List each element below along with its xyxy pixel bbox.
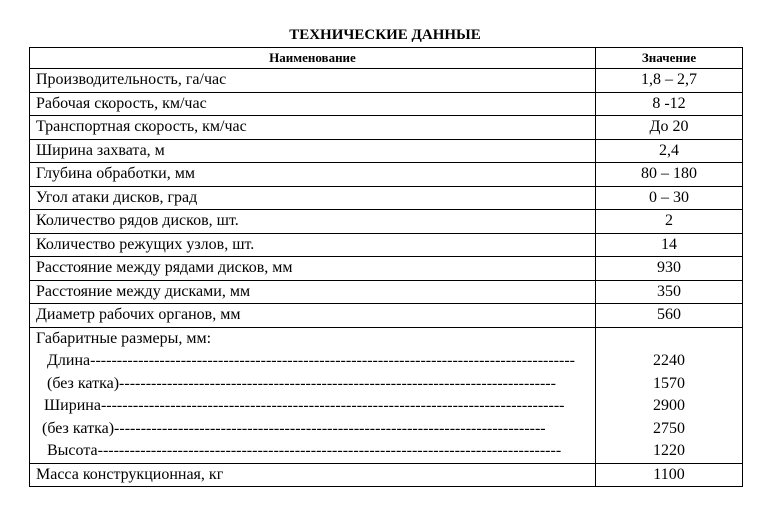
dimension-height	[36, 440, 595, 463]
specifications-table	[29, 47, 743, 487]
dimension-label: (без катка)	[47, 374, 120, 392]
row-value: 2	[596, 210, 743, 234]
dimension-length	[36, 350, 595, 373]
table-row	[30, 92, 743, 116]
table-row	[30, 280, 743, 304]
row-name: Количество режущих узлов, шт.	[30, 233, 596, 257]
table-row	[30, 116, 743, 140]
table-row	[30, 163, 743, 187]
document-title: ТЕХНИЧЕСКИЕ ДАННЫЕ	[289, 27, 481, 43]
row-value: 80 – 180	[596, 163, 743, 187]
row-name: Расстояние между рядами дисков, мм	[30, 257, 596, 281]
dimensions-cell	[30, 327, 596, 463]
dimension-width	[36, 395, 595, 418]
dimension-leader: ---------------------------------------------------------------------------------------	[97, 442, 562, 459]
dimension-leader: ----------------------------------------------------------------------------------	[119, 374, 556, 392]
dimension-value: 2750	[653, 419, 685, 437]
table-header-row	[30, 48, 743, 69]
dimension-value: 2240	[653, 352, 685, 369]
dimensions-row	[30, 327, 743, 463]
table-row	[30, 463, 743, 487]
table-row	[30, 69, 743, 93]
row-name: Ширина захвата, м	[30, 139, 596, 163]
dimension-length-no-roller	[36, 373, 595, 396]
table-row	[30, 304, 743, 328]
dimension-label: Высота	[47, 442, 98, 459]
table-row	[30, 186, 743, 210]
row-value: 560	[596, 304, 743, 328]
dimension-leader: -------------------------------------------------------------------------------------------	[90, 352, 575, 369]
table-row	[30, 233, 743, 257]
row-value: 2,4	[596, 139, 743, 163]
dimension-leader: ---------------------------------------------------------------------------------	[114, 419, 546, 437]
row-name: Количество рядов дисков, шт.	[30, 210, 596, 234]
row-name: Производительность, га/час	[30, 69, 596, 93]
table-row	[30, 139, 743, 163]
row-value: 930	[596, 257, 743, 281]
row-value: 14	[596, 233, 743, 257]
dimension-value: 1220	[653, 442, 685, 459]
dimension-label: Ширина	[44, 397, 101, 414]
row-name: Рабочая скорость, км/час	[30, 92, 596, 116]
row-name: Расстояние между дисками, мм	[30, 280, 596, 304]
row-value: 350	[596, 280, 743, 304]
table-row	[30, 257, 743, 281]
row-name: Масса конструкционная, кг	[30, 463, 596, 487]
row-value: 8 -12	[596, 92, 743, 116]
table-row	[30, 210, 743, 234]
dimension-label: (без катка)	[42, 419, 115, 437]
row-name: Глубина обработки, мм	[30, 163, 596, 187]
column-header-value: Значение	[596, 48, 743, 69]
dimension-value: 1570	[653, 374, 685, 392]
dimension-width-no-roller	[36, 418, 595, 441]
dimension-label: Длина	[47, 352, 91, 369]
row-name: Транспортная скорость, км/час	[30, 116, 596, 140]
row-value: 1100	[596, 463, 743, 487]
row-name: Угол атаки дисков, град	[30, 186, 596, 210]
dimension-value: 2900	[653, 397, 685, 414]
row-value: До 20	[596, 116, 743, 140]
column-header-name: Наименование	[30, 48, 596, 69]
row-value: 0 – 30	[596, 186, 743, 210]
row-value: 1,8 – 2,7	[596, 69, 743, 93]
dimensions-heading: Габаритные размеры, мм:	[36, 329, 212, 347]
dimensions-values-cell	[596, 327, 743, 463]
row-name: Диаметр рабочих органов, мм	[30, 304, 596, 328]
dimension-leader: ---------------------------------------------------------------------------------------	[100, 397, 565, 414]
